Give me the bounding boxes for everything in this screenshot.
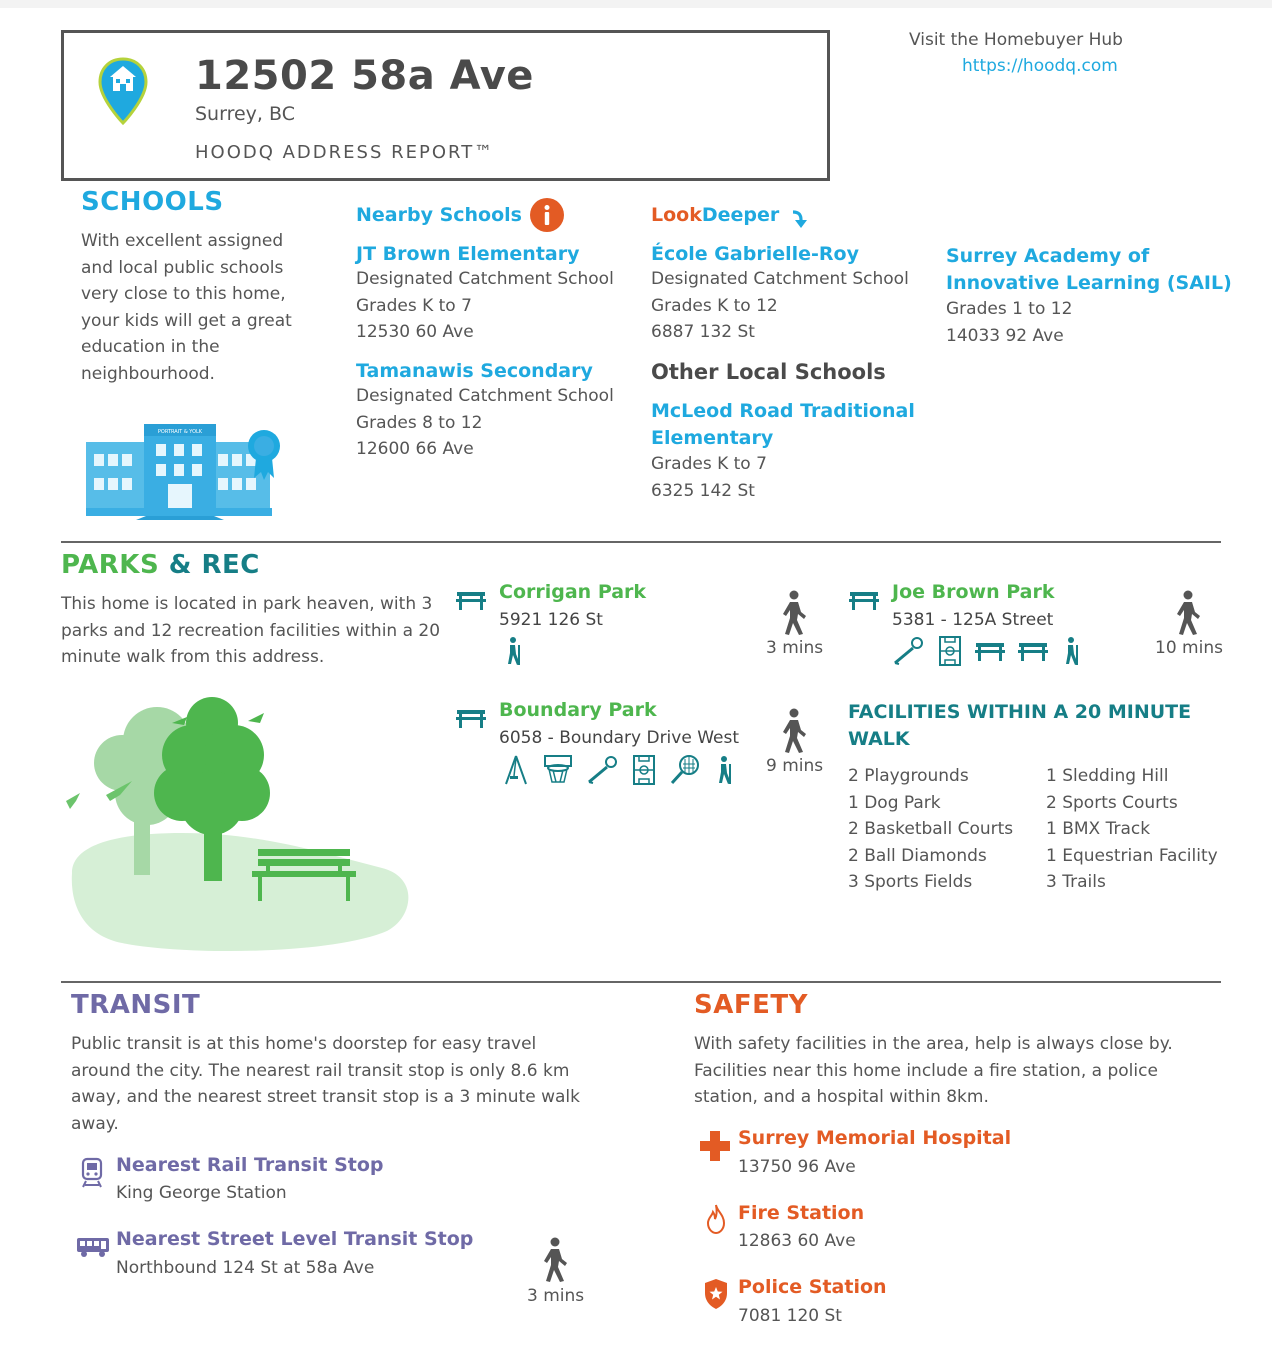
transit-description bbox=[71, 1031, 580, 1137]
park-illustration bbox=[62, 693, 412, 959]
tennis-icon bbox=[669, 760, 709, 779]
transit-description-line: around the city. The nearest rail transit stop is only 8.6 km bbox=[71, 1060, 570, 1081]
other-schools-title: Other Local Schools bbox=[651, 360, 886, 384]
picnic-table-icon bbox=[1018, 641, 1056, 660]
walk-time: 10 mins bbox=[1155, 638, 1223, 658]
school-building-illustration bbox=[86, 420, 286, 524]
facility-item: 1 BMX Track bbox=[1046, 819, 1151, 839]
look-deeper-link[interactable] bbox=[651, 204, 779, 226]
walking-icon bbox=[1172, 590, 1204, 640]
school-name[interactable]: JT Brown Elementary bbox=[356, 243, 580, 265]
ball-diamond-icon bbox=[893, 641, 933, 660]
facilities-title-line: WALK bbox=[848, 728, 910, 750]
school-item bbox=[651, 398, 915, 504]
school-detail: 12600 66 Ave bbox=[356, 439, 474, 459]
park-facility-icons bbox=[893, 636, 1091, 666]
facilities-list-right bbox=[1046, 763, 1218, 896]
transit-title: TRANSIT bbox=[71, 990, 201, 1020]
police-badge-icon bbox=[703, 1278, 729, 1314]
school-name-line: Innovative Learning (SAIL) bbox=[946, 271, 1232, 294]
school-item bbox=[651, 243, 909, 346]
school-name-line: Elementary bbox=[651, 426, 774, 449]
school-name-line: Surrey Academy of bbox=[946, 245, 1150, 267]
school-name[interactable]: Tamanawis Secondary bbox=[356, 360, 593, 382]
safety-description-line: station, and a hospital within 8km. bbox=[694, 1087, 989, 1107]
walking-icon bbox=[778, 590, 810, 640]
street-transit-title: Nearest Street Level Transit Stop bbox=[116, 1228, 474, 1250]
facility-item: 1 Dog Park bbox=[848, 792, 941, 813]
hospital-cross-icon bbox=[699, 1130, 731, 1166]
park-name[interactable]: Corrigan Park bbox=[499, 581, 647, 603]
fire-icon bbox=[705, 1203, 727, 1239]
home-pin-icon bbox=[97, 57, 149, 131]
facilities-title-line: FACILITIES WITHIN A 20 MINUTE bbox=[848, 701, 1192, 723]
arrow-down-icon[interactable] bbox=[790, 208, 810, 234]
info-icon[interactable] bbox=[529, 197, 565, 237]
ball-diamond-icon bbox=[587, 760, 627, 779]
school-sign-text: PORTRAIT & YOLK bbox=[157, 429, 203, 435]
police-station-value: 7081 120 St bbox=[738, 1306, 842, 1326]
schools-description-line: your kids will get a great bbox=[81, 310, 292, 331]
picnic-table-icon bbox=[849, 588, 879, 616]
school-detail: Grades K to 7 bbox=[651, 454, 767, 474]
school-detail: 6887 132 St bbox=[651, 322, 755, 342]
address-header-box bbox=[61, 30, 830, 181]
school-detail: Designated Catchment School bbox=[356, 386, 614, 406]
parks-description bbox=[61, 591, 440, 671]
school-item bbox=[356, 360, 614, 463]
school-item bbox=[946, 243, 1232, 349]
police-station-title: Police Station bbox=[738, 1276, 887, 1298]
school-detail: 12530 60 Ave bbox=[356, 322, 474, 342]
report-page bbox=[0, 8, 1272, 1364]
walking-icon bbox=[778, 708, 810, 758]
transit-description-line: Public transit is at this home's doorstep for easy travel bbox=[71, 1034, 537, 1054]
schools-description-line: very close to this home, bbox=[81, 284, 286, 304]
report-label: HOODQ ADDRESS REPORT™ bbox=[195, 142, 495, 163]
school-name-line: McLeod Road Traditional bbox=[651, 400, 915, 422]
hiking-icon bbox=[503, 641, 533, 660]
school-detail: Grades 1 to 12 bbox=[946, 299, 1073, 319]
hiking-icon bbox=[1061, 641, 1091, 660]
fire-station-title: Fire Station bbox=[738, 1202, 865, 1224]
street-transit-value: Northbound 124 St at 58a Ave bbox=[116, 1258, 375, 1278]
picnic-table-icon bbox=[456, 706, 486, 734]
safety-title: SAFETY bbox=[694, 990, 808, 1020]
homebuyer-hub-link[interactable]: https://hoodq.com bbox=[962, 56, 1118, 76]
nearby-schools-title: Nearby Schools bbox=[356, 204, 522, 226]
hospital-title: Surrey Memorial Hospital bbox=[738, 1127, 1012, 1149]
facilities-list-left bbox=[848, 763, 1013, 896]
address-city: Surrey, BC bbox=[195, 103, 295, 125]
school-detail: Designated Catchment School bbox=[356, 269, 614, 289]
walk-time: 9 mins bbox=[766, 756, 824, 776]
rail-transit-title: Nearest Rail Transit Stop bbox=[116, 1154, 384, 1176]
schools-description bbox=[81, 228, 292, 387]
school-detail: Grades 8 to 12 bbox=[356, 412, 483, 433]
park-facility-icons bbox=[503, 636, 533, 666]
school-item bbox=[356, 243, 614, 346]
basketball-icon bbox=[542, 760, 582, 779]
facility-item: 2 Playgrounds bbox=[848, 766, 969, 786]
address-title: 12502 58a Ave bbox=[195, 53, 534, 99]
facilities-title bbox=[848, 699, 1191, 753]
schools-description-line: neighbourhood. bbox=[81, 363, 215, 384]
picnic-table-icon bbox=[456, 588, 486, 616]
safety-description-line: Facilities near this home include a fire station, a police bbox=[694, 1060, 1158, 1081]
parks-description-line: minute walk from this address. bbox=[61, 647, 325, 667]
transit-description-line: away. bbox=[71, 1113, 119, 1134]
parks-description-line: This home is located in park heaven, with 3 bbox=[61, 594, 433, 614]
facility-item: 3 Sports Fields bbox=[848, 872, 973, 892]
section-divider bbox=[61, 981, 1221, 983]
look-label: Look bbox=[651, 204, 702, 226]
school-detail: Designated Catchment School bbox=[651, 269, 909, 289]
parks-title-a: PARKS bbox=[61, 550, 160, 580]
school-detail: Grades K to 12 bbox=[651, 295, 778, 316]
facility-item: 3 Trails bbox=[1046, 872, 1106, 892]
picnic-table-icon bbox=[975, 641, 1013, 660]
school-name[interactable] bbox=[651, 398, 915, 451]
schools-description-line: and local public schools bbox=[81, 257, 284, 278]
facility-item: 2 Ball Diamonds bbox=[848, 845, 987, 866]
park-name[interactable]: Boundary Park bbox=[499, 699, 657, 721]
parks-description-line: parks and 12 recreation facilities within a 20 bbox=[61, 620, 441, 641]
schools-description-line: With excellent assigned bbox=[81, 231, 284, 251]
safety-description bbox=[694, 1031, 1173, 1111]
school-name[interactable] bbox=[946, 243, 1232, 296]
rail-transit-value: King George Station bbox=[116, 1183, 287, 1203]
transit-description-line: away, and the nearest street transit stop is a 3 minute walk bbox=[71, 1087, 580, 1107]
facility-item: 1 Equestrian Facility bbox=[1046, 845, 1218, 866]
playground-icon bbox=[503, 760, 537, 779]
park-address: 5381 - 125A Street bbox=[892, 610, 1054, 630]
facility-item: 2 Sports Courts bbox=[1046, 792, 1178, 813]
parks-title-b: & REC bbox=[168, 550, 260, 580]
park-address: 5921 126 St bbox=[499, 610, 603, 630]
walk-time: 3 mins bbox=[527, 1286, 585, 1306]
facility-item: 1 Sledding Hill bbox=[1046, 766, 1169, 786]
school-detail: Grades K to 7 bbox=[356, 295, 472, 316]
parks-title bbox=[61, 550, 260, 580]
school-detail: 6325 142 St bbox=[651, 480, 755, 501]
sports-field-icon bbox=[938, 641, 970, 660]
homebuyer-hub-label: Visit the Homebuyer Hub bbox=[909, 30, 1123, 50]
school-name[interactable]: École Gabrielle-Roy bbox=[651, 243, 859, 265]
park-name[interactable]: Joe Brown Park bbox=[892, 581, 1055, 603]
facility-item: 2 Basketball Courts bbox=[848, 819, 1014, 839]
bus-icon bbox=[76, 1236, 110, 1262]
train-icon bbox=[80, 1157, 104, 1193]
park-facility-icons bbox=[503, 754, 744, 786]
park-address: 6058 - Boundary Drive West bbox=[499, 728, 740, 748]
sports-field-icon bbox=[632, 760, 664, 779]
walking-icon bbox=[539, 1237, 571, 1287]
hospital-value: 13750 96 Ave bbox=[738, 1157, 856, 1177]
hiking-icon bbox=[714, 760, 744, 779]
deeper-label: Deeper bbox=[701, 204, 780, 226]
walk-time: 3 mins bbox=[766, 638, 824, 658]
school-detail: 14033 92 Ave bbox=[946, 325, 1064, 346]
section-divider bbox=[61, 541, 1221, 543]
safety-description-line: With safety facilities in the area, help is always close by. bbox=[694, 1034, 1173, 1054]
schools-title: SCHOOLS bbox=[81, 187, 224, 217]
schools-description-line: education in the bbox=[81, 337, 220, 357]
fire-station-value: 12863 60 Ave bbox=[738, 1231, 856, 1251]
